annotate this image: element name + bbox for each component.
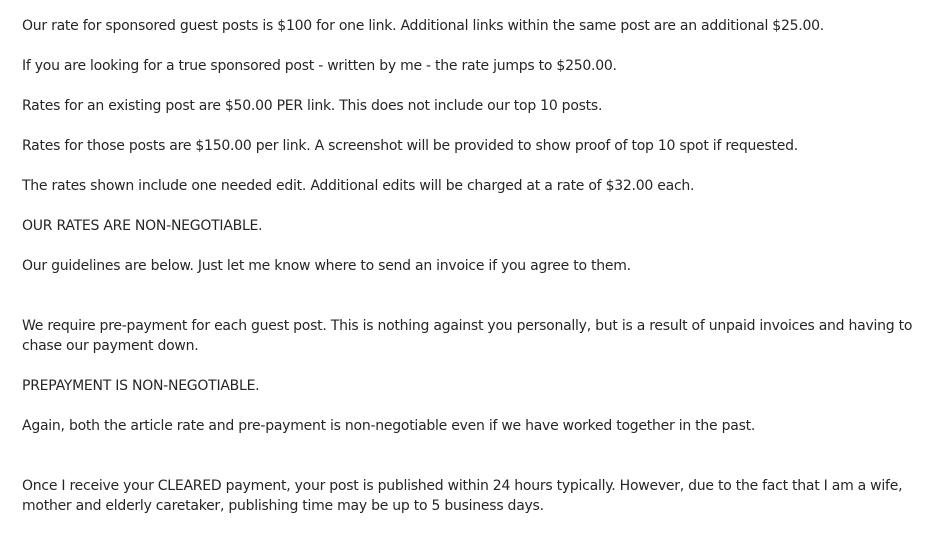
rates-non-negotiable-notice: OUR RATES ARE NON-NEGOTIABLE.: [22, 218, 263, 234]
non-negotiable-reminder: Again, both the article rate and pre-payment is non-negotiable even if we have worked together in the past.: [22, 418, 756, 434]
paragraph-spacer: [22, 156, 940, 176]
paragraph-spacer: [22, 356, 940, 376]
email-message-body: [22, 16, 940, 516]
prepayment-non-negotiable-notice: PREPAYMENT IS NON-NEGOTIABLE.: [22, 378, 260, 394]
rate-existing-post: Rates for an existing post are $50.00 PER link. This does not include our top 10 posts.: [22, 98, 603, 114]
rate-true-sponsored-post: If you are looking for a true sponsored post - written by me - the rate jumps to $250.00.: [22, 58, 617, 74]
rate-top-10-posts: Rates for those posts are $150.00 per link. A screenshot will be provided to show proof of top 10 spot if requested.: [22, 138, 798, 154]
paragraph-spacer: [22, 36, 940, 56]
prepayment-requirement: We require pre-payment for each guest post. This is nothing against you personally, but is a result of unpaid invoices and having to chase our payment down.: [22, 318, 913, 354]
section-spacer: [22, 276, 940, 316]
paragraph-spacer: [22, 236, 940, 256]
paragraph-spacer: [22, 116, 940, 136]
paragraph-spacer: [22, 196, 940, 216]
paragraph-spacer: [22, 396, 940, 416]
section-spacer: [22, 436, 940, 476]
publishing-timeline: Once I receive your CLEARED payment, your post is published within 24 hours typically. However, due to the fact that I am a wife, mother and elderly caretaker, publishing time may be up to 5 business days.: [22, 478, 903, 514]
rate-sponsored-guest-post: Our rate for sponsored guest posts is $100 for one link. Additional links within the same post are an additional $25.00.: [22, 18, 824, 34]
paragraph-spacer: [22, 76, 940, 96]
rate-edits: The rates shown include one needed edit. Additional edits will be charged at a rate of $32.00 each.: [22, 178, 695, 194]
guidelines-intro: Our guidelines are below. Just let me know where to send an invoice if you agree to them.: [22, 258, 631, 274]
